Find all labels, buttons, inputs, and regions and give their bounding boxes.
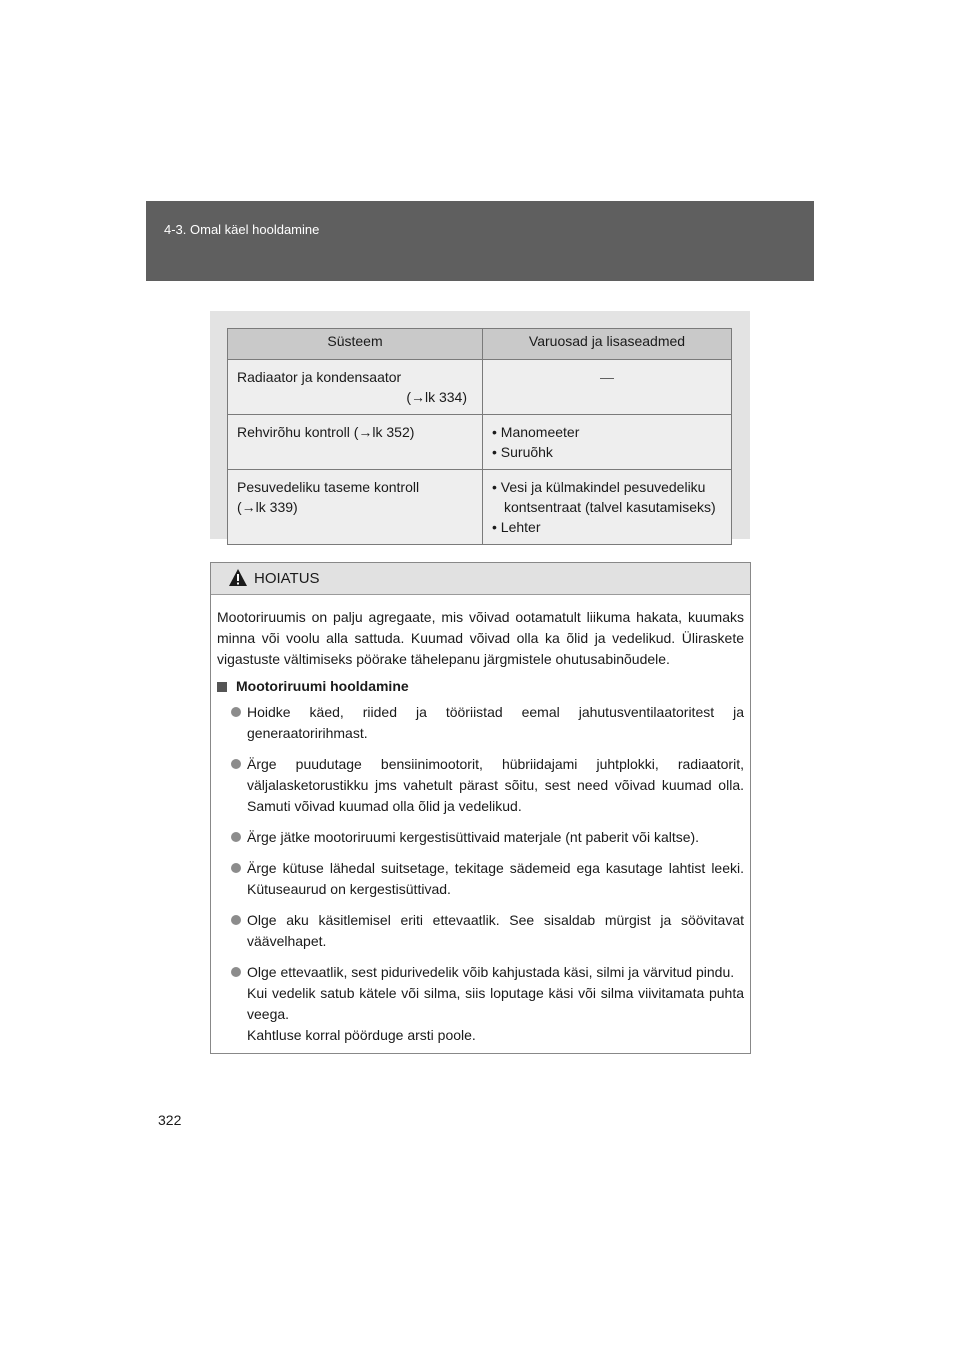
system-name: Pesuvedeliku taseme kontroll (237, 479, 420, 495)
warning-title: HOIATUS (254, 570, 320, 587)
table-row (228, 415, 732, 470)
bullet-dot-icon (231, 832, 241, 842)
warning-item-text: Olge ettevaatlik, sest pidurivedelik võib kahjustada käsi, silmi ja värvitud pindu. (247, 964, 735, 980)
warning-item-text: Olge aku käsitlemisel eriti ettevaatlik. See sisaldab mürgist ja söövitavat väävelhapet. (247, 912, 744, 949)
table-row (228, 470, 732, 545)
bullet-dot-icon (231, 915, 241, 925)
warning-section-heading (217, 676, 744, 697)
spec-table-panel (210, 311, 750, 539)
warning-item-text: Kui vedelik satub kätele või silma, siis loputage käsi või silma viivitamata puhta veega. (247, 985, 744, 1022)
warning-triangle-icon (228, 568, 248, 587)
warning-item-text: Ärge jätke mootoriruumi kergestisüttivaid materjale (nt paberit või kaltse). (247, 829, 700, 845)
system-cell (228, 470, 483, 545)
section-title: 4-3. Omal käel hooldamine (164, 222, 320, 237)
column-header-system: Süsteem (228, 329, 483, 360)
part-item-continued: kontsentraat (talvel kasutamiseks) (504, 499, 716, 515)
part-item: • Manomeeter (492, 424, 580, 440)
warning-item-text: Ärge kütuse lähedal suitsetage, tekitage sädemeid ega kasutage lahtist leeki. Kütuseaurud on kergestisüttivad. (247, 860, 744, 897)
part-item: • Vesi ja külmakindel pesuvedeliku (492, 479, 706, 495)
warning-intro: Mootoriruumis on palju agregaate, mis võivad ootamatult liikuma hakata, kuumaks minna või voolu alla sattuda. Kuumad võivad olla ka õlid ja vedelikud. Üliraskete vigastuste vältimiseks pöörake tähelepanu järgmistele ohutusabinõudele. (217, 609, 744, 667)
table-header-row (228, 329, 732, 360)
warning-item-text: Kahtluse korral pöörduge arsti poole. (247, 1027, 476, 1043)
warning-header (211, 563, 750, 595)
page-reference: (→lk 334) (406, 389, 467, 405)
page-number: 322 (158, 1112, 182, 1128)
parts-cell (483, 415, 732, 470)
spare-parts-table (227, 328, 732, 545)
warning-body (211, 595, 750, 1046)
bullet-dot-icon (231, 759, 241, 769)
warning-item (217, 962, 744, 1046)
system-name: Rehvirõhu kontroll (→lk 352) (237, 424, 415, 440)
section-header-bar (146, 201, 814, 281)
bullet-dot-icon (231, 967, 241, 977)
empty-dash: — (600, 369, 614, 385)
warning-item (217, 827, 744, 848)
system-name: Radiaator ja kondensaator (237, 369, 402, 385)
bullet-dot-icon (231, 707, 241, 717)
part-item: • Suruõhk (492, 444, 553, 460)
parts-cell (483, 360, 732, 415)
warning-item (217, 858, 744, 900)
system-cell (228, 415, 483, 470)
parts-cell (483, 470, 732, 545)
square-bullet-icon (217, 682, 227, 692)
page-reference: (→lk 339) (237, 499, 298, 515)
table-row (228, 360, 732, 415)
bullet-dot-icon (231, 863, 241, 873)
part-item: • Lehter (492, 519, 541, 535)
column-header-parts: Varuosad ja lisaseadmed (483, 329, 732, 360)
warning-item (217, 910, 744, 952)
warning-item-text: Hoidke käed, riided ja tööriistad eemal jahutusventilaatoritest ja generaatoririhmast. (247, 704, 744, 741)
system-cell (228, 360, 483, 415)
section-heading-text: Mootoriruumi hooldamine (236, 678, 409, 694)
warning-item (217, 754, 744, 817)
warning-item-text: Ärge puudutage bensiinimootorit, hübriidajami juhtplokki, radiaatorit, väljalasketorustikku jms vahetult pärast sõitu, sest need võivad kuumad olla. Samuti võivad kuumad olla õlid ja vedelikud. (247, 756, 744, 814)
warning-item (217, 702, 744, 744)
warning-box (210, 562, 751, 1054)
